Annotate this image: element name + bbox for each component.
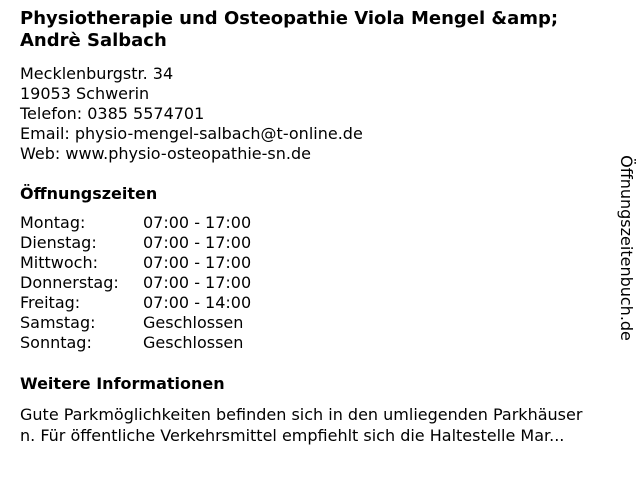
- city: 19053 Schwerin: [20, 84, 150, 103]
- hours-day: Donnerstag:: [20, 273, 119, 292]
- further-info-line-2: n. Für öffentliche Verkehrsmittel empfiehlt sich die Haltestelle Mar...: [20, 426, 565, 445]
- hours-row-friday: [20, 293, 251, 313]
- hours-time: 07:00 - 14:00: [143, 293, 252, 312]
- hours-time: Geschlossen: [143, 313, 244, 332]
- site-brand-vertical: Öffnungszeitenbuch.de: [617, 155, 636, 341]
- phone: Telefon: 0385 5574701: [20, 104, 205, 123]
- hours-day: Samstag:: [20, 313, 96, 332]
- hours-row-sunday: [20, 333, 251, 353]
- hours-row-saturday: [20, 313, 251, 333]
- hours-row-monday: [20, 213, 251, 233]
- hours-day: Dienstag:: [20, 233, 97, 252]
- hours-day: Mittwoch:: [20, 253, 98, 272]
- address-block: [20, 64, 363, 164]
- further-info-text: [20, 404, 582, 446]
- email: Email: physio-mengel-salbach@t-online.de: [20, 124, 363, 143]
- hours-day: Sonntag:: [20, 333, 92, 352]
- opening-hours-heading: Öffnungszeiten: [20, 184, 158, 203]
- street: Mecklenburgstr. 34: [20, 64, 174, 83]
- hours-row-thursday: [20, 273, 251, 293]
- hours-time: 07:00 - 17:00: [143, 253, 252, 272]
- hours-day: Montag:: [20, 213, 86, 232]
- website: Web: www.physio-osteopathie-sn.de: [20, 144, 311, 163]
- business-title-line-1: Physiotherapie und Osteopathie Viola Mengel &amp;: [20, 8, 559, 29]
- hours-day: Freitag:: [20, 293, 81, 312]
- hours-row-wednesday: [20, 253, 251, 273]
- business-title: [20, 8, 620, 52]
- hours-time: Geschlossen: [143, 333, 244, 352]
- further-info-heading: Weitere Informationen: [20, 374, 225, 393]
- further-info-line-1: Gute Parkmöglichkeiten befinden sich in den umliegenden Parkhäuser: [20, 405, 583, 424]
- hours-time: 07:00 - 17:00: [143, 213, 252, 232]
- hours-row-tuesday: [20, 233, 251, 253]
- business-title-line-2: Andrè Salbach: [20, 30, 167, 51]
- hours-time: 07:00 - 17:00: [143, 273, 252, 292]
- hours-time: 07:00 - 17:00: [143, 233, 252, 252]
- opening-hours-list: [20, 213, 251, 353]
